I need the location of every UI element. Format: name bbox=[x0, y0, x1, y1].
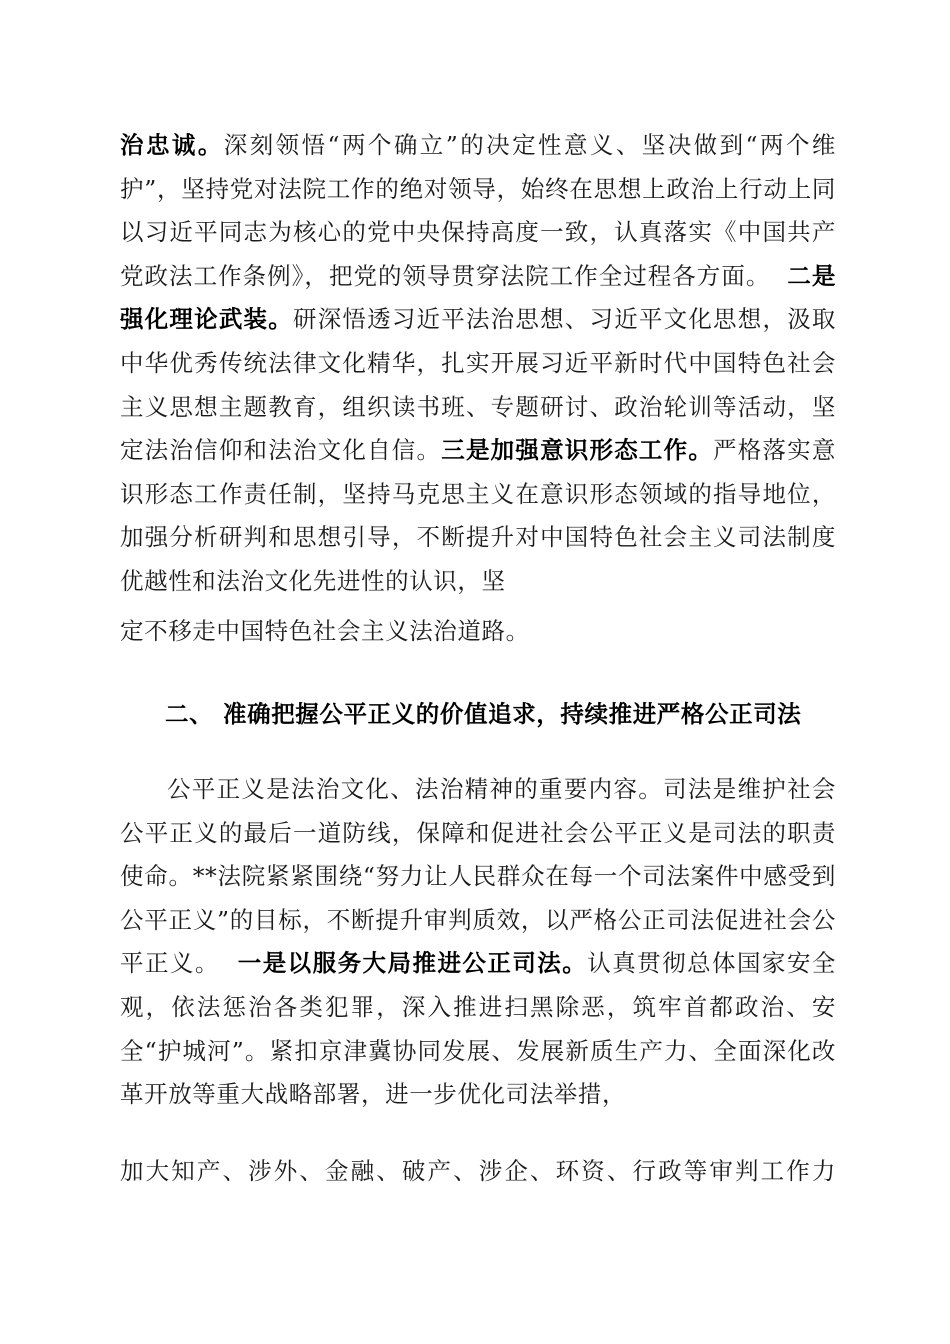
body-text: 认真贯彻总体国家安全观，依法惩治各类犯罪，深入推进扫黑除恶，筑牢首都政治、安全“护城河”。紧扣京津冀协同发展、发展新质生产力、全面深化改革开放等重大战略部署，进一步优化司法举措， bbox=[120, 949, 837, 1109]
bold-point-ideology: 三是加强意识形态工作。 bbox=[441, 436, 714, 465]
section-heading bbox=[165, 696, 865, 732]
body-text: 公平正义是法治文化、法治精神的重要内容。司法是维护社会公平正义的最后一道防线，保障和促进社会公平正义是司法的职责使命。**法院紧紧围绕“努力让人民群众在每一个司法案件中感受到公平正义”的目标，不断提升审判质效，以严格公正司法促进社会公平正义。 bbox=[120, 775, 836, 978]
paragraph-tail-line: 定不移走中国特色社会主义法治道路。 bbox=[120, 617, 530, 645]
body-text: 深刻领悟“两个确立”的决定性意义、坚决做到“两个维护”，坚持党对法院工作的绝对领导，始终在思想上政治上行动上同以习近平同志为核心的党中央保持高度一致，认真落实《中国共产党政法工作条例》，把党的领导贯穿法院工作全过程各方面。 bbox=[120, 131, 836, 290]
body-text: 严格落实意识形态工作责任制，坚持马克思主义在意识形态领域的指导地位，加强分析研判和思想引导，不断提升对中国特色社会主义司法制度优越性和法治文化先进性的认识，坚 bbox=[120, 436, 836, 595]
bold-point-service: 一是以服务大局推进公正司法。 bbox=[237, 949, 588, 978]
paragraph-party-loyalty bbox=[120, 124, 836, 604]
bold-lead-phrase: 治忠诚。 bbox=[120, 131, 224, 159]
bold-point-theory: 二是强化理论武装。 bbox=[120, 261, 837, 334]
section-title: 准确把握公平正义的价值追求，持续推进严格公正司法 bbox=[223, 700, 802, 728]
paragraph-trial-work: 加大知产、涉外、金融、破产、涉企、环资、行政等审判工作力 bbox=[120, 1157, 836, 1185]
paragraph-fair-justice bbox=[120, 768, 836, 1117]
body-text: 研深悟透习近平法治思想、习近平文化思想，汲取中华优秀传统法律文化精华，扎实开展习近平新时代中国特色社会主义思想主题教育，组织读书班、专题研讨、政治轮训等活动，坚定法治信仰和法治文化自信。 bbox=[120, 305, 837, 465]
section-number: 二、 bbox=[165, 700, 214, 728]
